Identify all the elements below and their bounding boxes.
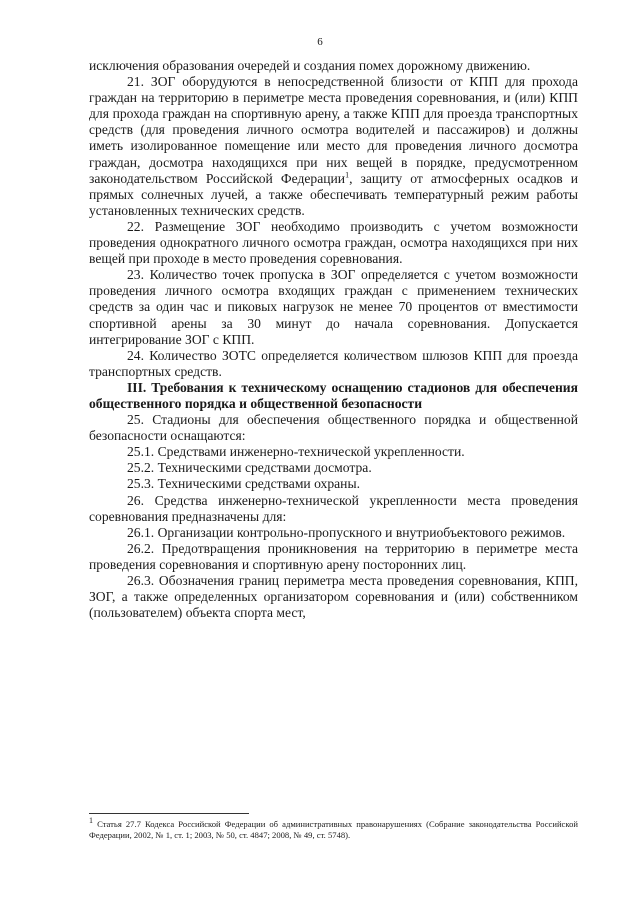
paragraph-21-tail: , защиту от атмосферных осадков и прямых солнечных лучей, а также обеспечивать температурный режим работы установленных технических средств. [89, 170, 578, 218]
paragraph-25-1: 25.1. Средствами инженерно-технической укрепленности. [127, 444, 465, 460]
footnote [89, 816, 578, 841]
paragraph-continuation: исключения образования очередей и создания помех дорожному движению. [89, 58, 531, 73]
paragraph-26-1: 26.1. Организации контрольно-пропускного и внутриобъектового режимов. [127, 524, 566, 540]
footnote-text: Статья 27.7 Кодекса Российской Федерации об административных правонарушениях (Собрание законодательства Российской Федерации, 2002, № 1, ст. 1; 2003, № 50, ст. 4847; 2008, № 49, ст. 5748). [89, 819, 578, 840]
paragraph-22: 22. Размещение ЗОГ необходимо производить с учетом возможности проведения однократного личного осмотра граждан, осмотра находящихся при них вещей при проходе в место проведения соревнования. [89, 218, 578, 267]
paragraph-21 [89, 74, 578, 219]
paragraph-26-2: 26.2. Предотвращения проникновения на территорию в периметре места проведения соревнования и спортивную арену посторонних лиц. [89, 540, 578, 572]
section-title: III. Требования к техническому оснащению стадионов для обеспечения общественного порядка и общественной безопасности [89, 379, 578, 411]
paragraph-23: 23. Количество точек пропуска в ЗОГ определяется с учетом возможности проведения личного осмотра входящих граждан с применением технических средств за один час и пиковых нагрузок не менее 70 процентов от вместимости спортивной арены за 30 минут до начала соревнования. Допускается интегрирование ЗОГ с КПП. [89, 267, 578, 347]
footnote-divider [89, 813, 249, 814]
paragraph-25: 25. Стадионы для обеспечения общественного порядка и общественной безопасности оснащаются: [89, 412, 578, 444]
page-number: 6 [317, 36, 323, 48]
footnote-mark: 1 [89, 816, 93, 826]
paragraph-26: 26. Средства инженерно-технической укрепленности места проведения соревнования предназначены для: [89, 492, 578, 524]
paragraph-24: 24. Количество ЗОТС определяется количеством шлюзов КПП для проезда транспортных средств. [89, 347, 578, 379]
paragraph-25-2: 25.2. Техническими средствами досмотра. [127, 460, 372, 476]
paragraph-25-3: 25.3. Техническими средствами охраны. [127, 476, 360, 492]
document-body [89, 58, 578, 621]
footnote-reference: 1 [345, 170, 350, 180]
paragraph-26-3: 26.3. Обозначения границ периметра места проведения соревнования, КПП, ЗОГ, а также определенных организатором соревнования и (или) собственником (пользователем) объекта спорта мест, [89, 573, 578, 621]
paragraph-21-text: 21. ЗОГ оборудуются в непосредственной близости от КПП для прохода граждан на территорию в периметре места проведения соревнования, и (или) КПП для прохода граждан на спортивную арену, а также КПП для проезда транспортных средств (для проведения личного осмотра водителей и пассажиров) и должны иметь изолированное помещение или место для проведения личного досмотра граждан, досмотра находящихся при них вещей в порядке, предусмотренном законодательством Российской Федерации [89, 74, 578, 186]
